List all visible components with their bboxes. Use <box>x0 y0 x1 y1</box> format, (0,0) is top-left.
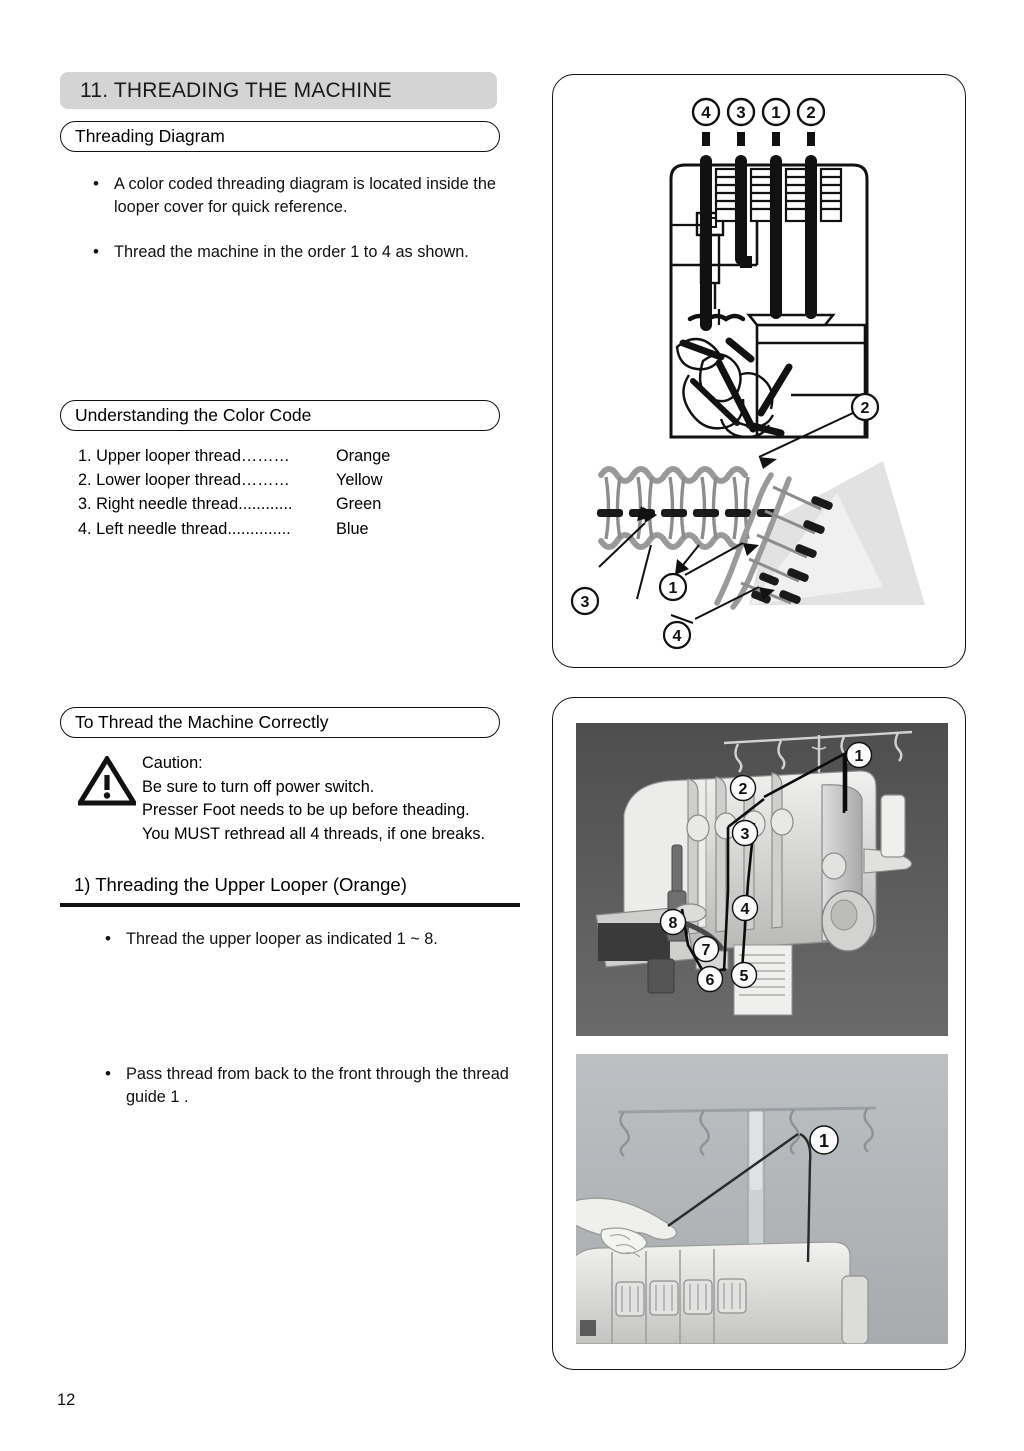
caution-line: Caution: <box>142 754 203 772</box>
caution-line: You MUST rethread all 4 threads, if one breaks. <box>142 824 486 843</box>
svg-text:4: 4 <box>672 628 682 645</box>
list-item <box>78 468 390 492</box>
svg-text:8: 8 <box>668 915 678 932</box>
color-code-label: 2. Lower looper thread……… <box>78 471 290 490</box>
list-item: • Thread the upper looper as indicated 1 ~ 8. <box>101 928 531 951</box>
heading-rule <box>60 903 520 907</box>
color-code-value: Orange <box>336 447 391 465</box>
svg-text:6: 6 <box>705 972 715 989</box>
svg-text:1: 1 <box>818 1131 830 1151</box>
page-title: 11. THREADING THE MACHINE <box>60 72 497 109</box>
svg-text:5: 5 <box>739 968 749 985</box>
svg-text:2: 2 <box>738 781 748 798</box>
section-heading-threading-diagram: Threading Diagram <box>60 121 500 152</box>
color-code-label: 1. Upper looper thread……… <box>78 447 290 465</box>
color-code-value: Green <box>336 495 382 514</box>
caution-text <box>142 752 485 846</box>
color-code-value: Yellow <box>336 471 383 490</box>
svg-text:1: 1 <box>771 103 781 122</box>
svg-text:1: 1 <box>668 580 678 597</box>
svg-text:3: 3 <box>736 103 746 122</box>
caution-line: Be sure to turn off power switch. <box>142 777 375 796</box>
list-item <box>78 492 390 516</box>
list-item: • A color coded threading diagram is located inside the looper cover for quick reference. <box>89 173 529 219</box>
serger-upper-looper-threading-photo <box>576 723 948 1036</box>
section-heading-thread-correctly: To Thread the Machine Correctly <box>60 707 500 738</box>
threading-diagram-bullets <box>89 173 529 264</box>
svg-text:3: 3 <box>740 826 750 843</box>
svg-text:2: 2 <box>860 400 870 417</box>
diagram-panel <box>552 74 966 668</box>
overlock-machine-threading-line-drawing <box>553 75 965 667</box>
svg-text:4: 4 <box>701 103 711 122</box>
photo-panel <box>552 697 966 1370</box>
warning-triangle-icon <box>78 756 136 806</box>
subheading-threading-upper-looper: 1) Threading the Upper Looper (Orange) <box>74 874 407 895</box>
svg-text:2: 2 <box>806 103 816 122</box>
list-item <box>78 517 390 541</box>
list-item <box>78 444 390 468</box>
page-number: 12 <box>57 1391 76 1409</box>
svg-text:4: 4 <box>740 901 750 918</box>
list-item: • Thread the machine in the order 1 to 4 as shown. <box>89 241 529 264</box>
upper-looper-bullets <box>101 928 531 951</box>
color-code-label: 3. Right needle thread............ <box>78 495 293 514</box>
thread-guide-hand-photo <box>576 1054 948 1344</box>
thread-guide-bullets <box>101 1063 521 1109</box>
color-code-list <box>78 444 390 541</box>
color-code-label: 4. Left needle thread.............. <box>78 519 291 538</box>
svg-text:1: 1 <box>854 748 864 765</box>
caution-line: Presser Foot needs to be up before theading. <box>142 801 470 819</box>
svg-text:7: 7 <box>701 942 711 959</box>
callout-group-top <box>693 99 824 125</box>
svg-text:3: 3 <box>580 594 590 611</box>
section-heading-color-code: Understanding the Color Code <box>60 400 500 431</box>
color-code-value: Blue <box>336 519 369 538</box>
list-item: • Pass thread from back to the front through the thread guide 1 . <box>101 1063 521 1109</box>
